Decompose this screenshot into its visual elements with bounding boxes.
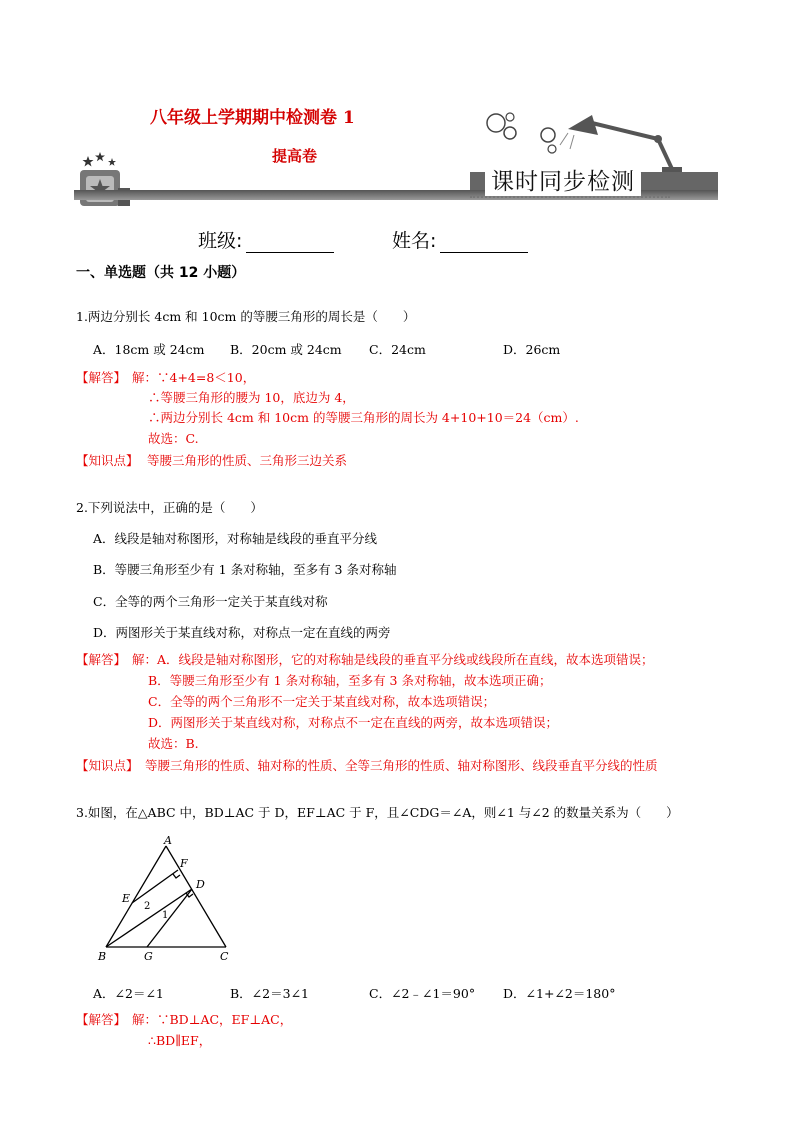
label-b: B [98,950,107,963]
q3-option-b[interactable]: B．∠2＝3∠1 [230,986,309,1001]
brand-name: 课时同步检测 [485,163,641,196]
section-title: 一、单选题（共 12 小题） [76,265,246,281]
q1-option-d[interactable]: D．26cm [503,342,561,357]
q2-answer-line: B．等腰三角形至少有 1 条对称轴，至多有 3 条对称轴，故本选项正确； [148,673,552,688]
label-e: E [122,892,131,905]
q3-option-a[interactable]: A．∠2＝∠1 [93,986,164,1001]
q1-answer-line: ∴两边分别长 4cm 和 10cm 的等腰三角形的周长为 4+10+10＝24（cm）. [148,410,579,425]
q1-answer-line: ∴等腰三角形的腰为 10，底边为 4， [148,390,355,405]
q3-stem: 3.如图，在△ABC 中，BD⊥AC 于 D，EF⊥AC 于 F，且∠CDG＝∠A，则∠1 与∠2 的数量关系为（ ） [76,805,679,820]
q2-option-a[interactable]: A．线段是轴对称图形，对称轴是线段的垂直平分线 [93,531,378,546]
q2-stem: 2.下列说法中，正确的是（ ） [76,500,263,515]
q3-option-d[interactable]: D．∠1+∠2＝180° [503,986,616,1001]
q1-kp-tag: 【知识点】 [76,453,139,468]
q1-option-a[interactable]: A．18cm 或 24cm [93,342,205,357]
q1-stem: 1.两边分别长 4cm 和 10cm 的等腰三角形的周长是（ ） [76,309,416,324]
doc-subtitle: 提高卷 [272,147,318,165]
triangle-figure [92,834,242,964]
q2-answer-line: C．全等的两个三角形不一定关于某直线对称，故本选项错误； [148,694,496,709]
q1-option-b[interactable]: B．20cm 或 24cm [230,342,342,357]
label-g: G [144,950,153,963]
q2-option-b[interactable]: B．等腰三角形至少有 1 条对称轴，至多有 3 条对称轴 [93,562,397,577]
label-a: A [164,834,172,847]
q1-answer-line: 故选：C. [148,431,199,446]
q1-kp-text: 等腰三角形的性质、三角形三边关系 [147,453,348,468]
q2-kp-tag: 【知识点】 [76,758,139,773]
q1-answer-line: 解：∵4+4=8＜10， [132,370,256,385]
class-field[interactable] [198,226,334,253]
q1-option-c[interactable]: C．24cm [369,342,426,357]
q1-answer-tag: 【解答】 [76,370,127,385]
class-label: 班级: [198,230,243,252]
label-1: 1 [162,910,169,921]
header-band-dots [470,196,670,204]
name-label: 姓名: [392,230,437,252]
doc-title: 八年级上学期期中检测卷 1 [150,108,355,128]
name-field[interactable] [392,226,528,253]
q2-option-c[interactable]: C．全等的两个三角形一定关于某直线对称 [93,594,328,609]
q3-answer-tag: 【解答】 [76,1012,127,1027]
q2-option-d[interactable]: D．两图形关于某直线对称，对称点一定在直线的两旁 [93,625,391,640]
label-d: D [196,878,205,891]
label-c: C [220,950,229,963]
q2-answer-tag: 【解答】 [76,652,127,667]
name-blank[interactable] [440,235,528,253]
label-f: F [180,857,188,870]
q2-kp-text: 等腰三角形的性质、轴对称的性质、全等三角形的性质、轴对称图形、线段垂直平分线的性质 [145,758,658,773]
q3-answer-line: 解：∵BD⊥AC，EF⊥AC， [132,1012,293,1027]
class-blank[interactable] [246,235,334,253]
q2-answer-line: D．两图形关于某直线对称，对称点不一定在直线的两旁，故本选项错误； [148,715,559,730]
q2-answer-line: 解：A．线段是轴对称图形，它的对称轴是线段的垂直平分线或线段所在直线，故本选项错误； [132,652,654,667]
q2-answer-line: 故选：B. [148,736,199,751]
star-badge-logo [74,148,134,210]
label-2: 2 [144,901,151,912]
q3-answer-line: ∴BD∥EF， [148,1033,212,1048]
q3-option-c[interactable]: C．∠2﹣∠1＝90° [369,986,476,1001]
